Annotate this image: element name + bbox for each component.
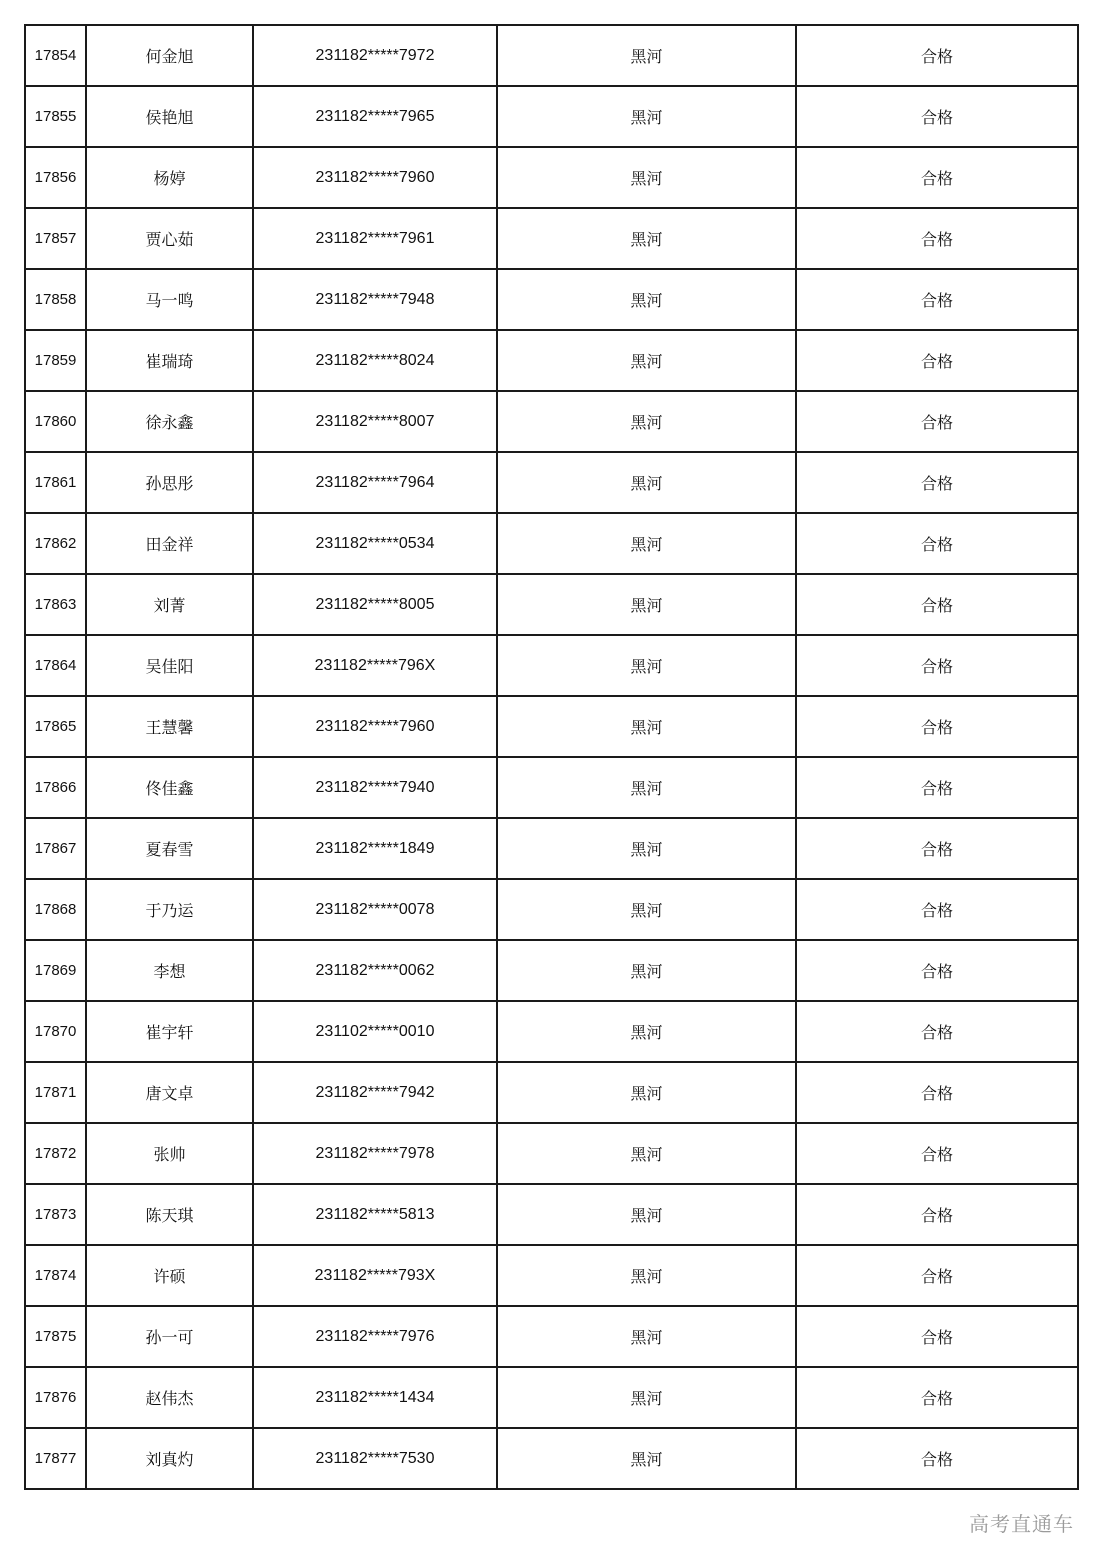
row-number: 17865 — [25, 696, 86, 757]
candidate-name: 刘菁 — [86, 574, 253, 635]
result-status: 合格 — [796, 879, 1078, 940]
result-status: 合格 — [796, 25, 1078, 86]
candidate-name: 于乃运 — [86, 879, 253, 940]
row-number: 17859 — [25, 330, 86, 391]
table-row — [25, 1245, 1078, 1306]
table-row — [25, 818, 1078, 879]
result-status: 合格 — [796, 513, 1078, 574]
id-number: 231182*****1849 — [253, 818, 497, 879]
id-number: 231182*****796X — [253, 635, 497, 696]
row-number: 17871 — [25, 1062, 86, 1123]
result-status: 合格 — [796, 635, 1078, 696]
row-number: 17867 — [25, 818, 86, 879]
candidate-name: 杨婷 — [86, 147, 253, 208]
id-number: 231182*****1434 — [253, 1367, 497, 1428]
table-row — [25, 940, 1078, 1001]
id-number: 231182*****0078 — [253, 879, 497, 940]
row-number: 17856 — [25, 147, 86, 208]
table-row — [25, 696, 1078, 757]
region: 黑河 — [497, 1428, 796, 1489]
candidate-name: 崔瑞琦 — [86, 330, 253, 391]
region: 黑河 — [497, 1184, 796, 1245]
row-number: 17874 — [25, 1245, 86, 1306]
id-number: 231182*****7965 — [253, 86, 497, 147]
table-row — [25, 635, 1078, 696]
table-row — [25, 513, 1078, 574]
candidate-name: 吴佳阳 — [86, 635, 253, 696]
row-number: 17855 — [25, 86, 86, 147]
table-row — [25, 208, 1078, 269]
candidate-name: 夏春雪 — [86, 818, 253, 879]
id-number: 231182*****7948 — [253, 269, 497, 330]
table-row — [25, 86, 1078, 147]
result-status: 合格 — [796, 269, 1078, 330]
region: 黑河 — [497, 818, 796, 879]
region: 黑河 — [497, 86, 796, 147]
table-row — [25, 1001, 1078, 1062]
region: 黑河 — [497, 635, 796, 696]
id-number: 231182*****7964 — [253, 452, 497, 513]
row-number: 17868 — [25, 879, 86, 940]
region: 黑河 — [497, 696, 796, 757]
id-number: 231182*****7961 — [253, 208, 497, 269]
candidate-name: 田金祥 — [86, 513, 253, 574]
table-row — [25, 391, 1078, 452]
region: 黑河 — [497, 330, 796, 391]
candidate-name: 张帅 — [86, 1123, 253, 1184]
region: 黑河 — [497, 1367, 796, 1428]
table-row — [25, 452, 1078, 513]
region: 黑河 — [497, 25, 796, 86]
row-number: 17875 — [25, 1306, 86, 1367]
candidate-name: 佟佳鑫 — [86, 757, 253, 818]
candidate-name: 王慧馨 — [86, 696, 253, 757]
candidate-name: 徐永鑫 — [86, 391, 253, 452]
candidate-name: 贾心茹 — [86, 208, 253, 269]
candidate-name: 何金旭 — [86, 25, 253, 86]
region: 黑河 — [497, 208, 796, 269]
id-number: 231182*****793X — [253, 1245, 497, 1306]
table-row — [25, 1367, 1078, 1428]
row-number: 17861 — [25, 452, 86, 513]
region: 黑河 — [497, 574, 796, 635]
result-status: 合格 — [796, 391, 1078, 452]
result-status: 合格 — [796, 208, 1078, 269]
result-status: 合格 — [796, 147, 1078, 208]
region: 黑河 — [497, 147, 796, 208]
row-number: 17869 — [25, 940, 86, 1001]
region: 黑河 — [497, 1001, 796, 1062]
region: 黑河 — [497, 1306, 796, 1367]
region: 黑河 — [497, 269, 796, 330]
id-number: 231182*****8024 — [253, 330, 497, 391]
row-number: 17866 — [25, 757, 86, 818]
candidate-name: 孙一可 — [86, 1306, 253, 1367]
row-number: 17857 — [25, 208, 86, 269]
id-number: 231102*****0010 — [253, 1001, 497, 1062]
row-number: 17872 — [25, 1123, 86, 1184]
result-status: 合格 — [796, 1428, 1078, 1489]
row-number: 17877 — [25, 1428, 86, 1489]
table-row — [25, 269, 1078, 330]
candidate-name: 陈天琪 — [86, 1184, 253, 1245]
candidate-name: 孙思彤 — [86, 452, 253, 513]
region: 黑河 — [497, 513, 796, 574]
candidate-name: 马一鸣 — [86, 269, 253, 330]
row-number: 17864 — [25, 635, 86, 696]
candidate-name: 唐文卓 — [86, 1062, 253, 1123]
region: 黑河 — [497, 940, 796, 1001]
id-number: 231182*****5813 — [253, 1184, 497, 1245]
id-number: 231182*****7942 — [253, 1062, 497, 1123]
candidate-name: 赵伟杰 — [86, 1367, 253, 1428]
table-row — [25, 1306, 1078, 1367]
row-number: 17860 — [25, 391, 86, 452]
id-number: 231182*****7960 — [253, 696, 497, 757]
id-number: 231182*****8007 — [253, 391, 497, 452]
region: 黑河 — [497, 757, 796, 818]
table-body — [25, 25, 1078, 1489]
id-number: 231182*****7978 — [253, 1123, 497, 1184]
table-row — [25, 1123, 1078, 1184]
table-row — [25, 25, 1078, 86]
region: 黑河 — [497, 1123, 796, 1184]
table-row — [25, 147, 1078, 208]
table-row — [25, 330, 1078, 391]
result-status: 合格 — [796, 1001, 1078, 1062]
row-number: 17876 — [25, 1367, 86, 1428]
result-status: 合格 — [796, 452, 1078, 513]
candidate-name: 崔宇轩 — [86, 1001, 253, 1062]
result-status: 合格 — [796, 86, 1078, 147]
result-status: 合格 — [796, 1123, 1078, 1184]
result-status: 合格 — [796, 818, 1078, 879]
region: 黑河 — [497, 879, 796, 940]
result-status: 合格 — [796, 1062, 1078, 1123]
table-row — [25, 574, 1078, 635]
id-number: 231182*****8005 — [253, 574, 497, 635]
region: 黑河 — [497, 1245, 796, 1306]
results-table — [24, 24, 1079, 1490]
watermark-text: 高考直通车 — [969, 1512, 1074, 1536]
result-status: 合格 — [796, 1184, 1078, 1245]
region: 黑河 — [497, 1062, 796, 1123]
result-status: 合格 — [796, 696, 1078, 757]
result-status: 合格 — [796, 1306, 1078, 1367]
row-number: 17858 — [25, 269, 86, 330]
region: 黑河 — [497, 452, 796, 513]
id-number: 231182*****0062 — [253, 940, 497, 1001]
result-status: 合格 — [796, 330, 1078, 391]
id-number: 231182*****7976 — [253, 1306, 497, 1367]
region: 黑河 — [497, 391, 796, 452]
result-status: 合格 — [796, 1367, 1078, 1428]
table-row — [25, 757, 1078, 818]
table-row — [25, 879, 1078, 940]
result-status: 合格 — [796, 757, 1078, 818]
candidate-name: 刘真灼 — [86, 1428, 253, 1489]
row-number: 17854 — [25, 25, 86, 86]
row-number: 17862 — [25, 513, 86, 574]
id-number: 231182*****7972 — [253, 25, 497, 86]
candidate-name: 侯艳旭 — [86, 86, 253, 147]
candidate-name: 李想 — [86, 940, 253, 1001]
id-number: 231182*****7960 — [253, 147, 497, 208]
id-number: 231182*****7530 — [253, 1428, 497, 1489]
table-row — [25, 1428, 1078, 1489]
row-number: 17863 — [25, 574, 86, 635]
table-row — [25, 1062, 1078, 1123]
result-status: 合格 — [796, 1245, 1078, 1306]
row-number: 17873 — [25, 1184, 86, 1245]
result-status: 合格 — [796, 940, 1078, 1001]
id-number: 231182*****0534 — [253, 513, 497, 574]
table-row — [25, 1184, 1078, 1245]
result-status: 合格 — [796, 574, 1078, 635]
id-number: 231182*****7940 — [253, 757, 497, 818]
candidate-name: 许硕 — [86, 1245, 253, 1306]
row-number: 17870 — [25, 1001, 86, 1062]
